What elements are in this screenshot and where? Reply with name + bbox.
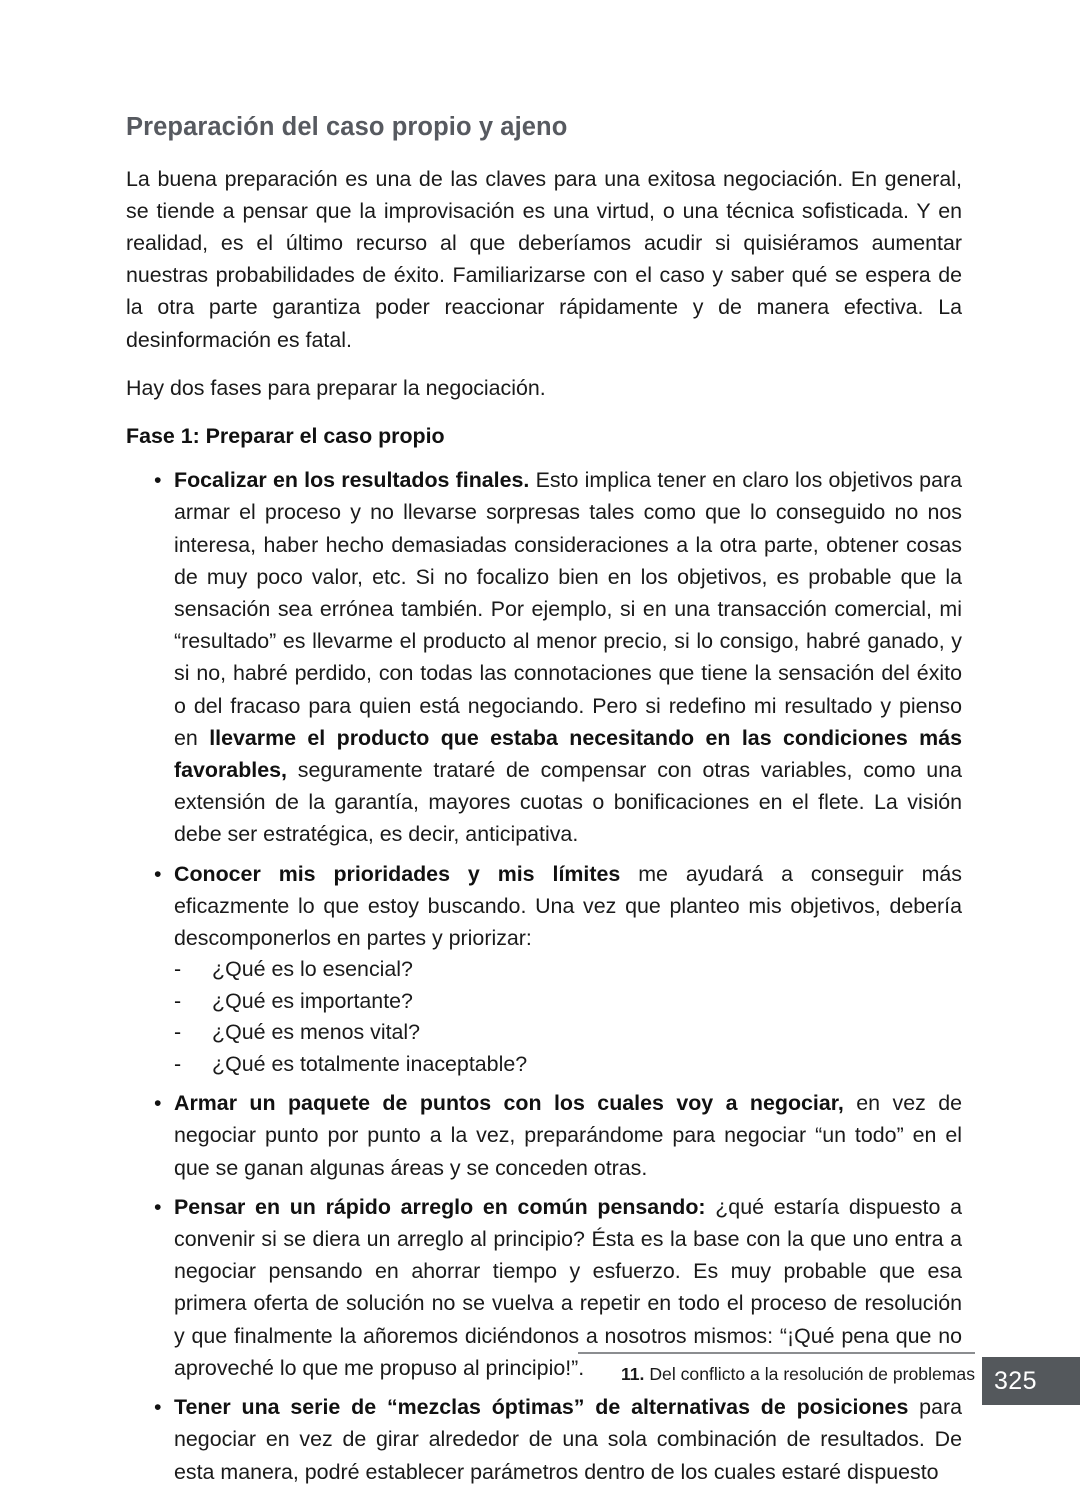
phase-subheading: Fase 1: Preparar el caso propio [126,424,445,449]
bullet-icon: • [154,861,162,886]
bullet-lead-bold: Focalizar en los resultados finales. [174,468,530,493]
bullet-inline-bold: llevarme el producto que estaba necesitando en las condiciones más favorables, [174,725,962,783]
dash-icon: - [174,988,182,1013]
preparation-bullet-list [126,464,962,1487]
list-item [174,954,962,986]
page-number-badge: 325 [982,1357,1080,1405]
question-text: ¿Qué es importante? [212,988,413,1013]
list-item [174,1017,962,1049]
dash-icon: - [174,1020,182,1045]
question-text: ¿Qué es totalmente inaceptable? [212,1051,528,1076]
bullet-icon: • [154,1395,162,1420]
list-item [126,464,962,850]
phases-paragraph: Hay dos fases para preparar la negociación. [126,375,546,400]
bullet-lead-bold: Armar un paquete de puntos con los cuales voy a negociar, [174,1091,844,1116]
priority-questions-list [174,954,962,1080]
footer-chapter-title: Del conflicto a la resolución de problemas [644,1364,975,1384]
intro-paragraph: La buena preparación es una de las claves para una exitosa negociación. En general, se tiende a pensar que la improvisación es una virtud, o una técnica sofisticada. Y en realidad, es el último recurso al que deberíamos acudir si quisiéramos aumentar nuestras probabilidades de éxito. Familiarizarse con el caso y saber qué se espera de la otra parte garantiza poder reaccionar rápidamente y de manera efectiva. La desinformación es fatal. [126,166,962,352]
bullet-icon: • [154,468,162,493]
bullet-icon: • [154,1194,162,1219]
footer-chapter-number: 11. [620,1364,645,1384]
bullet-body-text: me ayudará a conseguir más eficazmente lo que estoy buscando. Una vez que planteo mis objetivos, debería descomponerlos en partes y priorizar: [174,861,962,951]
bullet-body-text: ¿qué estaría dispuesto a convenir si se diera un arreglo al principio? Ésta es la base con la que uno entra a negociar pensando en ahorrar tiempo y esfuerzo. Es muy probable que esa primera oferta de solución no se vuelva a repetir en todo el proceso de resolución y que finalmente la añoremos diciéndonos a nosotros mismos: “¡Qué pena que no aproveché lo que me propuso al principio!”. [174,1194,962,1380]
list-item [126,858,962,1081]
list-item [126,1087,962,1184]
bullet-body-text: Esto implica tener en claro los objetivos para armar el proceso y no llevarse sorpresas tales como que lo conseguido no nos interesa, haber hecho demasiadas consideraciones a la otra parte, obtener cosas de muy poco valor, etc. Si no focalizo bien en los objetivos, es probable que la sensación sea errónea también. Por ejemplo, si en una transacción comercial, mi “resultado” es llevarme el producto al menor precio, si lo consigo, habré ganado, y si no, habré perdido, con todas las connotaciones que tiene la sensación del éxito o del fracaso para quien está negociando. Pero si redefino mi resultado y pienso en [174,468,962,750]
page-footer [578,1352,1080,1412]
dash-icon: - [174,1051,182,1076]
bullet-icon: • [154,1091,162,1116]
bullet-lead-bold: Tener una serie de “mezclas óptimas” de alternativas de posiciones [174,1395,909,1420]
bullet-body-text: para negociar en vez de girar alrededor de una sola combinación de resultados. De esta manera, podré establecer parámetros dentro de los cuales estaré dispuesto [174,1395,962,1484]
footer-divider [578,1352,975,1354]
question-text: ¿Qué es menos vital? [212,1020,421,1045]
question-text: ¿Qué es lo esencial? [212,957,413,982]
footer-chapter-reference [580,1362,975,1386]
bullet-lead-bold: Conocer mis prioridades y mis límites [174,861,621,886]
bullet-lead-bold: Pensar en un rápido arreglo en común pensando: [174,1194,706,1219]
page-title: Preparación del caso propio y ajeno [126,113,568,141]
bullet-body-text-continued: seguramente trataré de compensar con otras variables, como una extensión de la garantía, mayores cuotas o bonificaciones en el flete. La visión debe ser estratégica, es decir, anticipativa. [174,758,962,847]
list-item [174,1049,962,1081]
list-item [174,986,962,1018]
dash-icon: - [174,957,182,982]
page-content [126,112,962,1495]
bullet-body-text: en vez de negociar punto por punto a la vez, preparándome para negociar “un todo” en el que se ganan algunas áreas y se conceden otras. [174,1091,963,1180]
